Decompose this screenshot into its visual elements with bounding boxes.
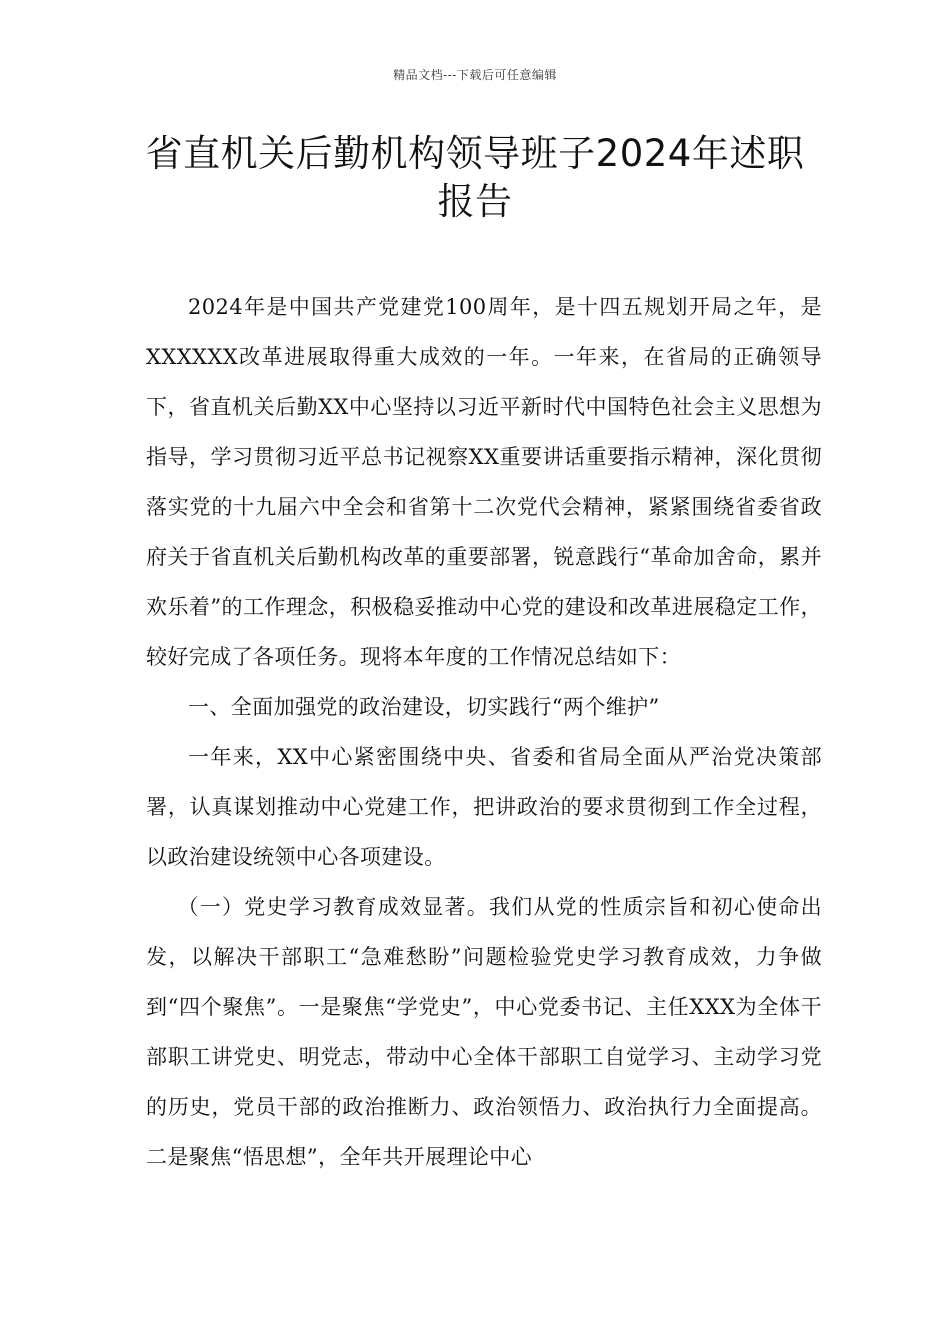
header-note: 精品文档---下载后可任意编辑 (393, 68, 557, 82)
subsection-1-paragraph: （一）党史学习教育成效显著。我们从党的性质宗旨和初心使命出发，以解决干部职工“急难愁盼”问题检验党史学习教育成效，力争做到“四个聚焦”。一是聚焦“学党史”，中心党委书记、主任XXX为全体干部职工讲党史、明党志，带动中心全体干部职工自觉学习、主动学习党的历史，党员干部的政治推断力、政治领悟力、政治执行力全面提高。二是聚焦“悟思想”，全年共开展理论中心 (146, 895, 822, 1169)
document-body (146, 282, 822, 1182)
document-title: 省直机关后勤机构领导班子2024年述职报告 (145, 132, 805, 223)
intro-paragraph: 2024年是中国共产党建党100周年，是十四五规划开局之年，是XXXXXX改革进展取得重大成效的一年。一年来，在省局的正确领导下，省直机关后勤XX中心坚持以习近平新时代中国特色社会主义思想为指导，学习贯彻习近平总书记视察XX重要讲话重要指示精神，深化贯彻落实党的十九届六中全会和省第十二次党代会精神，紧紧围绕省委省政府关于省直机关后勤机构改革的重要部署，锐意践行“革命加舍命，累并欢乐着”的工作理念，积极稳妥推动中心党的建设和改革进展稳定工作，较好完成了各项任务。现将本年度的工作情况总结如下： (146, 295, 822, 669)
section-heading-1: 一、全面加强党的政治建设，切实践行“两个维护” (188, 695, 660, 719)
section-1-paragraph: 一年来，XX中心紧密围绕中央、省委和省局全面从严治党决策部署，认真谋划推动中心党建工作，把讲政治的要求贯彻到工作全过程，以政治建设统领中心各项建设。 (146, 745, 822, 869)
